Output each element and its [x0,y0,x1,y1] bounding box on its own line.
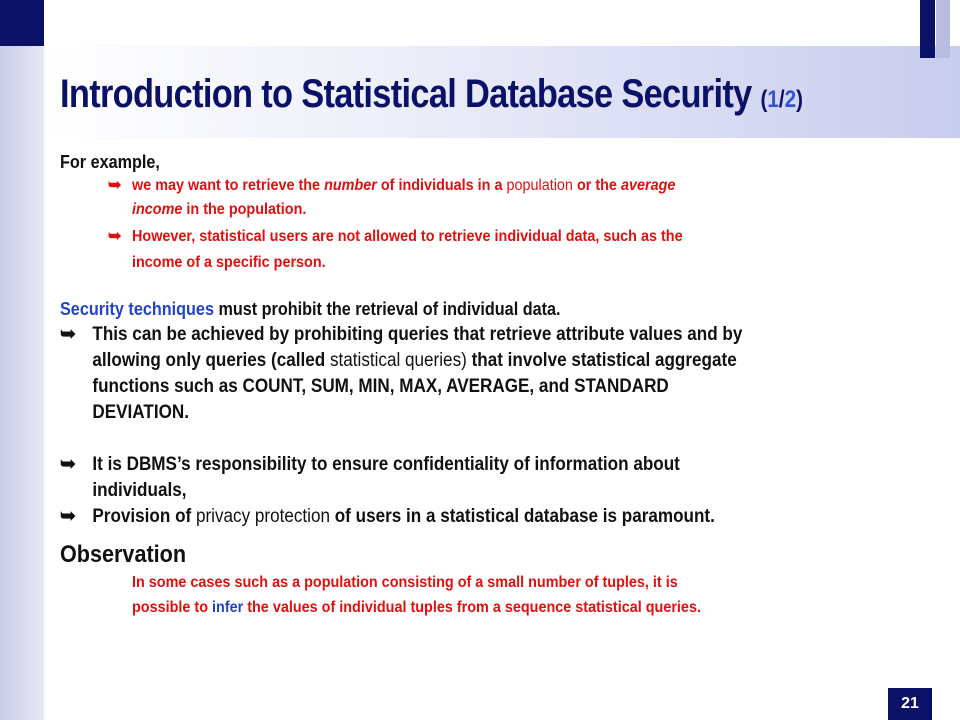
example-bullet-2-line-1: However, statistical users are not allowed to retrieve individual data, such as the [132,228,683,245]
observation-line-2: possible to infer the values of individual tuples from a sequence statistical queries. [132,599,701,616]
right-arrow-icon: ➥ [60,324,76,345]
observation-text [60,570,940,620]
security-bullet-2 [60,452,940,504]
security-term: Security techniques [60,299,214,319]
right-arrow-icon: ➥ [108,228,122,245]
corner-decor-bar-light [936,0,950,58]
title-part-total: 2 [784,86,797,113]
observation-line-1: In some cases such as a population consisting of a small number of tuples, it is [132,574,678,591]
slide-number: 21 [888,688,932,720]
security-bullet-2-line-1: It is DBMS’s responsibility to ensure confidentiality of information about [92,454,680,475]
security-bullet-3 [60,504,940,530]
security-bullet-1-line-1: This can be achieved by prohibiting queries that retrieve attribute values and by [92,324,743,345]
security-bullet-2-line-2: individuals, [92,480,187,501]
security-bullet-1 [60,322,940,426]
security-statement: Security techniques must prohibit the retrieval of individual data. [60,299,561,319]
example-bullet-2-line-2: income of a specific person. [132,254,326,271]
example-bullet-1 [60,174,940,222]
security-bullet-3-line-1: Provision of privacy protection of users in a statistical database is paramount. [92,506,715,527]
title-paren-close: ) [796,86,803,113]
example-bullet-1-line-1: we may want to retrieve the number of individuals in a population or the average [132,177,676,194]
example-heading: For example, [60,152,160,172]
title-part-number: 1 [767,86,779,113]
right-arrow-icon: ➥ [60,454,76,475]
title-paren-open: ( [760,86,768,113]
corner-decor-bar [920,0,935,58]
security-bullet-1-line-3: functions such as COUNT, SUM, MIN, MAX, AVERAGE, and STANDARD [92,376,669,397]
right-arrow-icon: ➥ [60,506,76,527]
top-left-navy-block [0,0,44,46]
title-part-separator: / [778,86,785,113]
slide-title [60,72,803,117]
example-bullet-2 [60,224,940,276]
title-part [760,86,802,113]
slide-body [60,150,940,620]
left-decor-strip [0,0,44,720]
example-bullet-1-line-2: income in the population. [132,201,307,218]
title-text: Introduction to Statistical Database Security [60,72,752,116]
right-arrow-icon: ➥ [108,177,122,194]
observation-heading: Observation [60,541,187,568]
security-bullet-1-line-4: DEVIATION. [92,402,189,423]
security-bullet-1-line-2: allowing only queries (called statistical queries) that involve statistical aggregate [92,350,737,371]
